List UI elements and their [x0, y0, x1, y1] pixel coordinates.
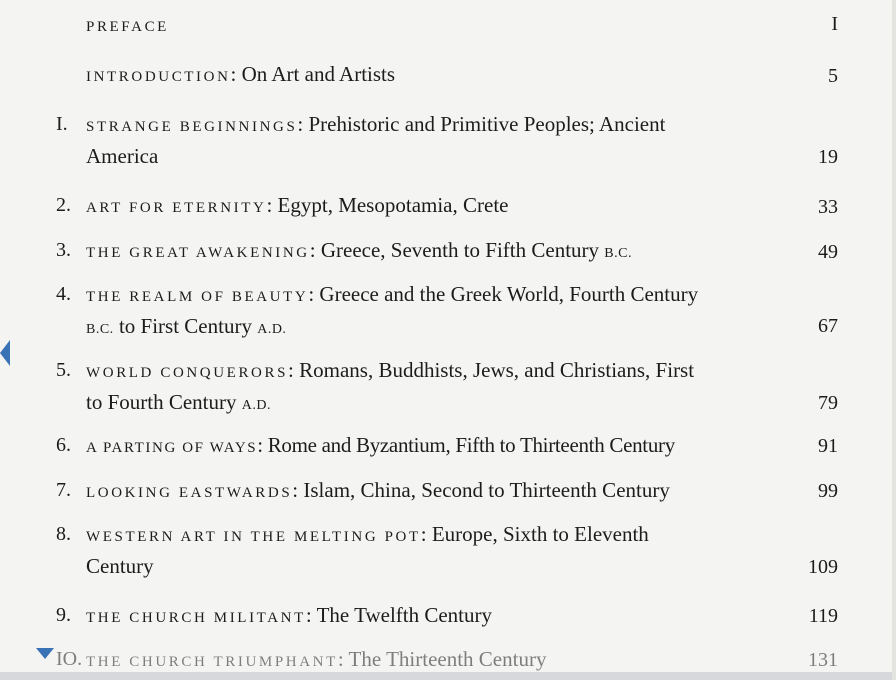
page-number: 67	[818, 315, 838, 337]
entry-title-line-2: America	[86, 144, 159, 168]
chevron-left-icon[interactable]	[0, 340, 10, 366]
entry-label: PREFACE	[86, 19, 169, 35]
chapter-number: 2.	[56, 194, 71, 216]
page-number: 91	[818, 435, 838, 457]
entry-label: LOOKING EASTWARDS	[86, 485, 293, 501]
chapter-number: I.	[56, 113, 68, 135]
chapter-number: 6.	[56, 434, 71, 456]
entry-title: THE GREAT AWAKENING: Greece, Seventh to Fifth Century B.C.	[86, 238, 632, 262]
chevron-down-icon[interactable]	[36, 648, 54, 659]
bottom-scroll-bar[interactable]	[0, 672, 896, 680]
page-number: 5	[828, 65, 838, 87]
chapter-number: 5.	[56, 359, 71, 381]
page-number: 19	[818, 146, 838, 168]
page-number: 99	[818, 480, 838, 502]
entry-title: THE REALM OF BEAUTY: Greece and the Greek World, Fourth Century	[86, 282, 699, 306]
entry-label: STRANGE BEGINNINGS	[86, 119, 298, 135]
page-right-edge	[892, 0, 896, 680]
entry-title	[86, 8, 780, 43]
page-number: 131	[808, 649, 838, 671]
entry-label: THE GREAT AWAKENING	[86, 245, 310, 261]
entry-title-line-2: to Fourth Century A.D.	[86, 390, 271, 414]
chapter-number: IO.	[56, 648, 83, 670]
page-number: 79	[818, 392, 838, 414]
page-number: 49	[818, 241, 838, 263]
entry-label: THE CHURCH MILITANT	[86, 610, 306, 626]
chapter-number: 3.	[56, 239, 71, 261]
entry-label: INTRODUCTION	[86, 69, 231, 85]
entry-label: WORLD CONQUERORS	[86, 365, 289, 381]
entry-title: THE CHURCH TRIUMPHANT: The Thirteenth Century	[86, 647, 547, 671]
entry-title: A PARTING OF WAYS: Rome and Byzantium, Fifth to Thirteenth Century	[86, 433, 675, 457]
entry-title-line-2: B.C. to First Century A.D.	[86, 314, 287, 338]
entry-label: A PARTING OF WAYS	[86, 440, 258, 456]
entry-title: LOOKING EASTWARDS: Islam, China, Second to Thirteenth Century	[86, 478, 670, 502]
entry-label: WESTERN ART IN THE MELTING POT	[86, 529, 421, 545]
page-number: I	[831, 13, 838, 35]
entry-title-line-2: Century	[86, 554, 154, 578]
entry-title: WORLD CONQUERORS: Romans, Buddhists, Jews, and Christians, First	[86, 358, 695, 382]
chapter-number: 7.	[56, 479, 71, 501]
entry-title: INTRODUCTION: On Art and Artists	[86, 62, 396, 86]
page-number: 109	[808, 556, 838, 578]
entry-title: STRANGE BEGINNINGS: Prehistoric and Primitive Peoples; Ancient	[86, 112, 666, 136]
entry-title: ART FOR ETERNITY: Egypt, Mesopotamia, Crete	[86, 193, 509, 217]
chapter-number: 9.	[56, 604, 71, 626]
entry-title: WESTERN ART IN THE MELTING POT: Europe, Sixth to Eleventh	[86, 522, 649, 546]
entry-title: THE CHURCH MILITANT: The Twelfth Century	[86, 603, 493, 627]
entry-subtitle: On Art and Artists	[236, 62, 396, 86]
chapter-number: 4.	[56, 283, 71, 305]
page-number: 119	[808, 605, 838, 627]
entry-label: THE REALM OF BEAUTY	[86, 289, 309, 305]
page-number: 33	[818, 196, 838, 218]
chapter-number: 8.	[56, 523, 71, 545]
entry-label: THE CHURCH TRIUMPHANT	[86, 654, 338, 670]
entry-label: ART FOR ETERNITY	[86, 200, 267, 216]
